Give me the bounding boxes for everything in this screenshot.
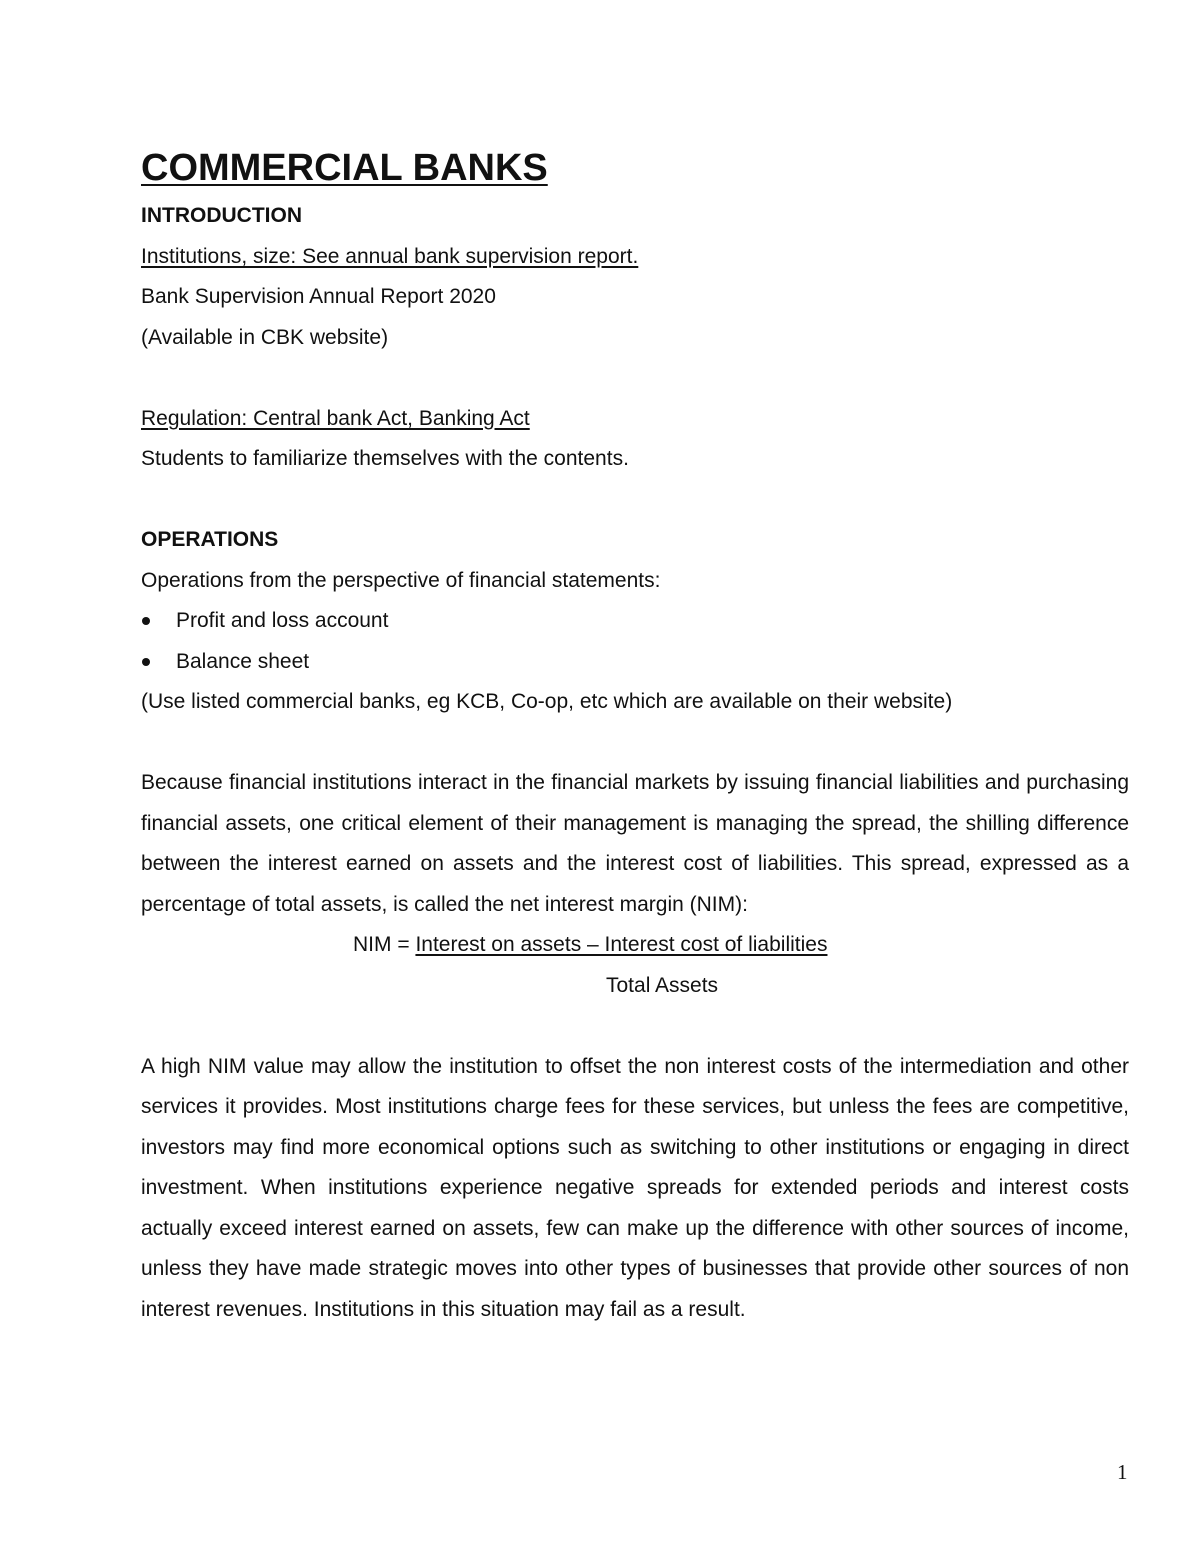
blank-line [141,480,1129,521]
report-name: Bank Supervision Annual Report 2020 [141,285,496,308]
formula-numerator: Interest on assets – Interest cost of liabilities [415,933,828,956]
blank-line [141,723,1129,764]
operations-note: (Use listed commercial banks, eg KCB, Co-op, etc which are available on their website) [141,690,953,713]
list-item [141,642,1129,683]
formula-denominator: Total Assets [606,973,719,997]
page-content [141,140,1129,1330]
spread-paragraph: Because financial institutions interact in the financial markets by issuing financial liabilities and purchasing financial assets, one critical element of their management is managing the spread, the shilling difference between the interest earned on assets and the interest cost of liabilities. This spread, expressed as a percentage of total assets, is called the net interest margin (NIM): [141,771,1129,916]
report-availability: (Available in CBK website) [141,325,389,349]
nim-implications-paragraph: A high NIM value may allow the institution to offset the non interest costs of the intermediation and other services it provides. Most institutions charge fees for these services, but unless the fees are competitive, investors may find more economical options such as switching to other institutions or engaging in direct investment. When institutions experience negative spreads for extended periods and interest costs actually exceed interest earned on assets, few can make up the difference with other sources of income, unless they have made strategic moves into other types of businesses that provide other sources of non interest revenues. Institutions in this situation may fail as a result. [141,1054,1129,1321]
financial-statements-list [141,601,1129,682]
list-item-label: Profit and loss account [176,609,389,632]
introduction-heading: INTRODUCTION [141,204,302,227]
page-number: 1 [1117,1460,1128,1484]
regulation-reference: Regulation: Central bank Act, Banking Act [141,406,530,430]
document-title: COMMERCIAL BANKS [141,147,548,189]
blank-line [141,358,1129,399]
formula-numerator-line [353,925,827,966]
list-item [141,601,1129,642]
familiarize-note: Students to familiarize themselves with the contents. [141,447,629,470]
operations-lead: Operations from the perspective of financial statements: [141,568,661,592]
blank-line [141,1006,1129,1047]
bullet-icon [142,617,150,625]
bullet-icon [142,658,150,666]
nim-formula [141,925,1129,1006]
list-item-label: Balance sheet [176,649,310,673]
institutions-size-reference: Institutions, size: See annual bank supervision report. [141,244,639,268]
formula-prefix: NIM = [353,933,416,956]
operations-heading: OPERATIONS [141,528,279,551]
